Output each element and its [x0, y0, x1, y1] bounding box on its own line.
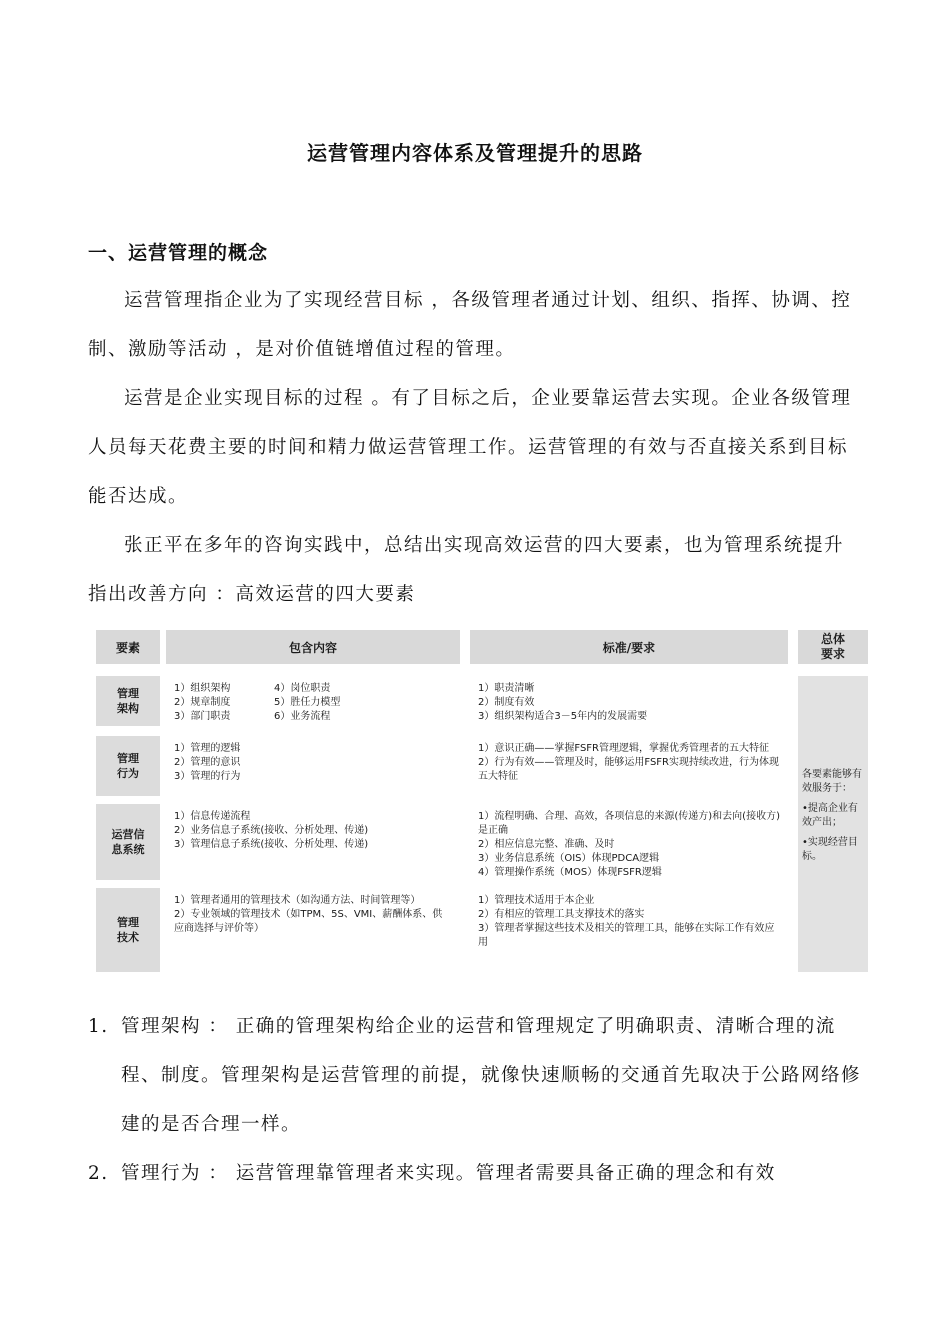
paragraph-definition: 运营管理指企业为了实现经营目标 ，各级管理者通过计划、组织、指挥、协调、控制、激励等活动 ，是对价值链增值过程的管理。 [88, 290, 852, 360]
row-label-info-system: 运营信息系统 [96, 804, 160, 880]
paragraph-process: 运营是企业实现目标的过程 。有了目标之后，企业要靠运营去实现。企业各级管理人员每天花费主要的时间和精力做运营管理工作。运营管理的有效与否直接关系到目标能否达成。 [88, 388, 852, 507]
header-content: 包含内容 [166, 630, 460, 664]
row-content-behavior: 1）管理的逻辑 2）管理的意识 3）管理的行为 [174, 743, 241, 782]
list-item-number: 2. [88, 1163, 109, 1184]
header-overall: 总体要求 [798, 630, 868, 664]
paragraph-four-elements: 张正平在多年的咨询实践中，总结出实现高效运营的四大要素，也为管理系统提升指出改善方向 ：高效运营的四大要素 [88, 535, 845, 605]
row-label-technique: 管理技术 [96, 888, 160, 972]
page-title: 运营管理内容体系及管理提升的思路 [307, 141, 643, 165]
header-standard: 标准/要求 [470, 630, 788, 664]
row-standard-behavior: 1）意识正确——掌握FSFR管理逻辑，掌握优秀管理者的五大特征 2）行为有效——管理及时，能够运用FSFR实现持续改进，行为体现五大特征 [478, 743, 779, 782]
list-item-text: 管理行为 ： 运营管理靠管理者来实现。管理者需要具备正确的理念和有效 [121, 1163, 776, 1184]
four-elements-table [92, 626, 870, 976]
row-label-behavior: 管理行为 [96, 736, 160, 796]
row-label-structure: 管理架构 [96, 676, 160, 726]
row-standard-technique: 1）管理技术适用于本企业 2）有相应的管理工具支撑技术的落实 3）管理者掌握这些技术及相关的管理工具，能够在实际工作有效应用 [478, 895, 775, 948]
header-element: 要素 [96, 630, 160, 664]
row-content-technique: 1）管理者通用的管理技术（如沟通方法、时间管理等） 2）专业领域的管理技术（如TPM、5S、VMI、薪酬体系、供应商选择与评价等） [174, 895, 443, 934]
row-standard-info-system: 1）流程明确、合理、高效，各项信息的来源(传递方)和去向(接收方)是正确 2）相应信息完整、准确、及时 3）业务信息系统（OIS）体现PDCA逻辑 4）管理操作系统（MOS）体现FSFR逻辑 [478, 811, 780, 878]
section-heading: 一、运营管理的概念 [88, 242, 269, 264]
overall-requirement: 各要素能够有效服务于： •提高企业有效产出； •实现经营目标。 [798, 676, 868, 972]
row-content-structure: 1）组织架构 2）规章制度 3）部门职责 4）岗位职责 5）胜任力模型 6）业务流程 [174, 683, 341, 722]
row-standard-structure: 1）职责清晰 2）制度有效 3）组织架构适合3－5年内的发展需要 [478, 683, 648, 722]
list-item-number: 1. [88, 1016, 109, 1037]
row-content-info-system: 1）信息传递流程 2）业务信息子系统(接收、分析处理、传递) 3）管理信息子系统(接收、分析处理、传递) [174, 811, 369, 850]
list-item-text: 管理架构 ： 正确的管理架构给企业的运营和管理规定了明确职责、清晰合理的流程、制度。管理架构是运营管理的前提，就像快速顺畅的交通首先取决于公路网络修建的是否合理一样。 [121, 1016, 862, 1135]
